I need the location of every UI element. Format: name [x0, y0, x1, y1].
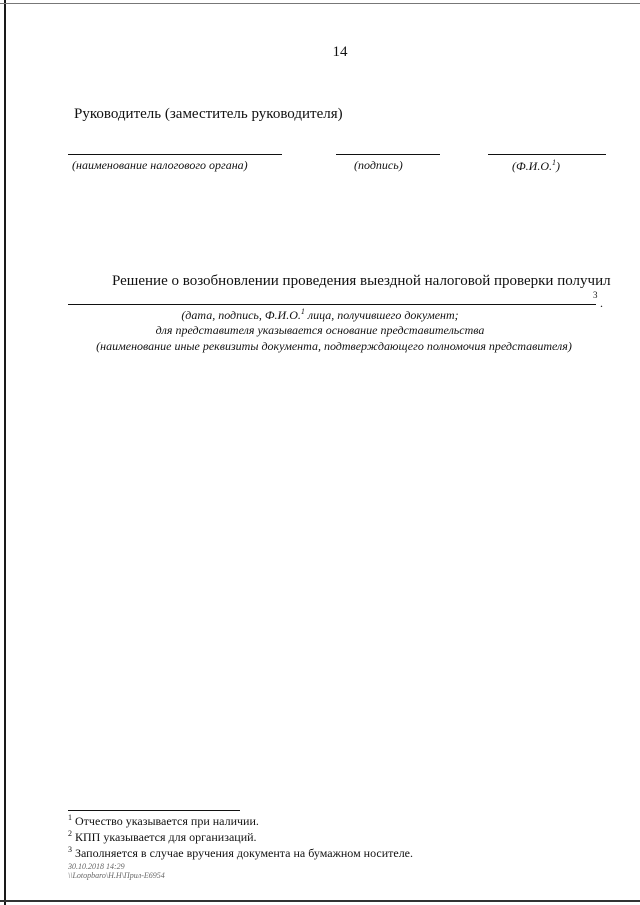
receipt-line: [68, 304, 596, 305]
footnote-1: $^1$ Отчество указывается при наличии.: [68, 813, 259, 828]
receipt-caption-2: для представителя указывается основание представительства: [155, 323, 485, 337]
decision-text: Решение о возобновлении проведения выездной налоговой проверки получил: [112, 273, 611, 289]
org-name-caption: (наименование налогового органа): [72, 158, 248, 172]
footnote-rule: [68, 810, 240, 811]
page-number: 14: [332, 44, 348, 60]
scan-edge-bottom: [0, 900, 640, 902]
footnote-marker: 3: [593, 290, 598, 300]
print-stamp-path: \\Lotopbaro\Н.Н\Прил-Е6954: [68, 871, 165, 880]
footnote-2: $^2$ КПП указывается для организаций.: [68, 829, 257, 844]
footnote-3: $^3$ Заполняется в случае вручения документа на бумажном носителе.: [68, 845, 414, 860]
fio-caption: (Ф.И.О.$^1$): [512, 158, 560, 173]
scan-edge-top: [0, 3, 640, 4]
signature-caption: (подпись): [354, 158, 403, 172]
receipt-caption-3: (наименование иные реквизиты документа, подтверждающего полномочия представителя): [96, 339, 572, 353]
print-stamp-date: 30.10.2018 14:29: [68, 862, 125, 871]
receipt-caption-1: (дата, подпись, Ф.И.О.$^1$ лица, получившего документ;: [181, 307, 459, 322]
org-name-line: [68, 154, 282, 155]
scan-edge-left: [4, 0, 6, 905]
end-dot: .: [600, 296, 603, 310]
fio-line: [488, 154, 606, 155]
head-title: Руководитель (заместитель руководителя): [74, 106, 343, 122]
signature-line: [336, 154, 440, 155]
